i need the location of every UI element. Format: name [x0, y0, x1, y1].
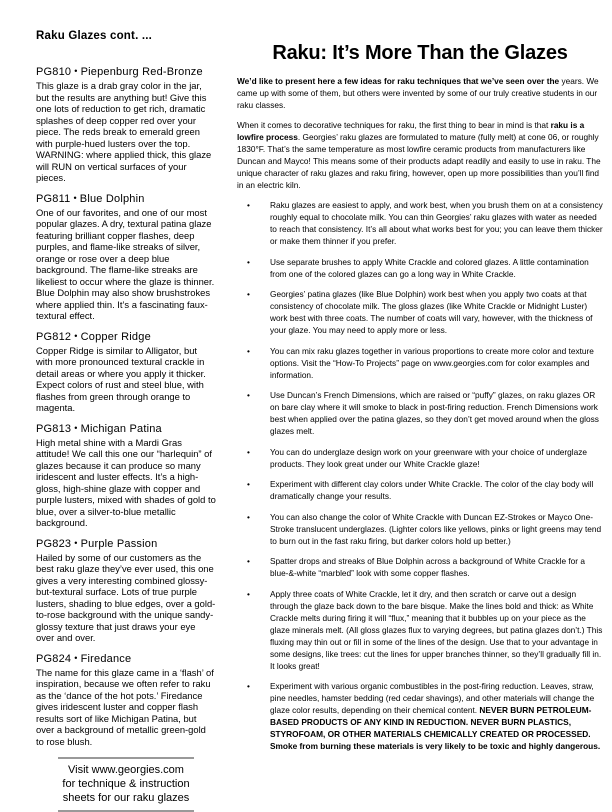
- left-column: [36, 30, 216, 812]
- glaze-description: Hailed by some of our customers as the best raku glaze they’ve ever used, this one gives a very interesting combined glossy-but-textural surface. Lots of true purple lusters, shading to blue edges, over a gold-to-rose background with the unique sandy-glossy texture that just draws your eye over and over.: [36, 551, 216, 643]
- glaze-description: The name for this glaze came in a ‘flash’ of inspiration, because we often refer to raku as the ‘dance of the hot pots.’ Firedance gives iridescent luster and copper flash results sort of like Michigan Patina, but over a background of metallic green-gold to rose blush.: [36, 666, 214, 747]
- glaze-sections: [36, 65, 216, 747]
- intro-paragraph: [237, 75, 603, 111]
- tip-item: [247, 588, 603, 672]
- bullet-marker: •: [247, 446, 250, 457]
- bullet-marker: •: [247, 556, 250, 566]
- text-segment: Experiment with different clay colors under White Crackle. The color of the clay body will dramatically change your results.: [270, 479, 594, 501]
- intro-paragraph: [237, 119, 603, 191]
- tip-item: [247, 345, 603, 381]
- glaze-name: Copper Ridge: [80, 330, 151, 343]
- glaze-section-heading: [36, 652, 216, 666]
- text-segment: We’d like to present here a few ideas for raku techniques that we’ve seen over the: [237, 76, 562, 86]
- text-segment: Georgies’ patina glazes (like Blue Dolphin) work best when you apply two coats at that consistency of chocolate milk. The gloss glazes (like White Crackle or Midnight Luster) work best with three coats. The number of coats will vary, however, with the thickness of your glaze. You may need to apply more or less.: [270, 289, 593, 335]
- tip-item: [247, 680, 603, 752]
- bullet-marker: •: [247, 681, 250, 691]
- glaze-name: Michigan Patina: [80, 422, 162, 435]
- glaze-code: PG811: [36, 192, 71, 205]
- glaze-section: [36, 192, 216, 322]
- glaze-code: PG810: [36, 66, 72, 78]
- separator-dot: •: [74, 66, 78, 76]
- glaze-section-heading: [36, 537, 216, 551]
- glaze-code: PG813: [36, 422, 72, 435]
- bullet-marker: •: [247, 345, 250, 356]
- text-segment: Experiment with various organic combustibles in the post-firing reduction. Leaves, straw, pine needles, hamster bedding (red cedar shavings), and other materials will change the glaze color results, depending on their chemical content.: [270, 681, 595, 715]
- glaze-name: Blue Dolphin: [79, 192, 145, 205]
- separator-dot: •: [74, 537, 78, 548]
- text-segment: Use separate brushes to apply White Crackle and colored glazes. A little contamination from one of the colored glazes can go a long way in White Crackle.: [270, 256, 589, 279]
- footer-note: [58, 757, 194, 812]
- tip-item: [247, 555, 603, 579]
- bullet-marker: •: [247, 200, 250, 210]
- glaze-section-heading: [36, 330, 216, 344]
- text-segment: Apply three coats of White Crackle, let it dry, and then scratch or carve out a design through the glaze back down to the bare bisque. Make the lines bold and thick: as White Crackle melts during firing it will “flux,” meaning that it bubbles up on your piece as the glaze minerals melt. (All gloss glazes flux to varying degrees, but patina glazes don’t.) This fluxing may thin out or fill in some of the lines of the design. Use that to your advantage in some designs, like trees: cut the lines for upper branches thinner, so they’ll gradually fill in. It looks great!: [270, 588, 603, 671]
- bullet-marker: •: [247, 390, 250, 400]
- glaze-name: Piepenburg Red-Bronze: [80, 66, 203, 78]
- text-segment: years. We came up with some of them, but others were invented by some of our truly creative students in our raku classes.: [237, 76, 599, 110]
- glaze-section-heading: [36, 422, 216, 436]
- tip-item: [247, 478, 603, 502]
- bullet-marker: •: [247, 479, 250, 489]
- tip-item: [247, 256, 603, 280]
- glaze-section-heading: [36, 65, 216, 79]
- text-segment: You can mix raku glazes together in various proportions to create more color and texture options. Visit the “How-To Projects” page on www.georgies.com for color examples and information.: [270, 345, 594, 380]
- separator-dot: •: [74, 330, 78, 341]
- text-segment: raku is a lowfire process: [237, 120, 585, 142]
- left-column-heading: Raku Glazes cont. ...: [36, 30, 153, 42]
- footer-line: sheets for our raku glazes: [62, 792, 190, 804]
- text-segment: When it comes to decorative techniques for raku, the first thing to bear in mind is that: [237, 120, 551, 130]
- tips-list: [237, 199, 603, 752]
- footer-line: Visit www.georgies.com: [68, 764, 184, 776]
- text-segment: Use Duncan’s French Dimensions, which are raised or “puffy” glazes, on raku glazes OR on bare clay where it will smoke to black in post-firing reduction. French Dimensions work best when applied over the patina glazes, so they don’t get moved around when the gloss glazes melt.: [270, 390, 599, 436]
- glaze-code: PG824: [36, 652, 72, 665]
- glaze-code: PG812: [36, 330, 72, 343]
- glaze-description: This glaze is a drab gray color in the jar, but the results are anything but! Give this one lots of reduction to get rich, dramatic splashes of deep copper red over your piece. The reds break to emerald green with purple-hued lusters over the top. WARNING: where applied thick, this glaze will RUN on vertical surfaces of your pieces.: [36, 80, 212, 183]
- tip-item: [247, 446, 603, 470]
- text-segment: NEVER BURN PETROLEUM-BASED PRODUCTS OF ANY KIND IN REDUCTION. NEVER BURN PLASTICS, STYROFOAM, OR OTHER MATERIALS CHEMICALLY CREATED OR PROCESSED. Smoke from burning these materials is very likely to be toxic and highly dangerous.: [270, 705, 601, 751]
- text-segment: You can also change the color of White Crackle with Duncan EZ-Strokes or Mayco One-Stroke translucent underglazes. (Lighter colors like yellows, pinks or light greens may tend to burn out in the fast raku firing, but darker colors hold up better.): [270, 511, 602, 546]
- separator-dot: •: [73, 192, 77, 203]
- glaze-section: [36, 652, 216, 748]
- page-title: Raku: It’s More Than the Glazes: [272, 42, 568, 64]
- text-segment: You can do underglaze design work on your greenware with your choice of underglaze products. They look great under our White Crackle glaze!: [270, 446, 588, 469]
- tip-item: [247, 389, 603, 437]
- footer-line: for technique & instruction: [62, 778, 190, 790]
- glaze-name: Firedance: [80, 652, 132, 665]
- tip-item: [247, 199, 603, 247]
- glaze-description: One of our favorites, and one of our most popular glazes. A dry, textural patina glaze featuring brilliant copper flashes, deep purples, and flame-like streaks of silver, orange or rose over a deep blue background. The flame-like streaks are likeliest to occur where the glaze is thinner. Blue Dolphin may also show brushstrokes where applied thin. It’s a fascinating faux-textural effect.: [36, 206, 215, 321]
- bullet-marker: •: [247, 289, 250, 299]
- text-segment: . Georgies’ raku glazes are formulated to mature (fully melt) at cone 06, or roughly 1830°F. That’s the same temperature as most lowfire ceramic products from manufacturers like Duncan and Mayco! This means some of their products adapt readily and easily to use in raku. The unique character of raku glazes and raku firing, however, open up more possibilities than you’ll find in an electric kiln.: [237, 132, 601, 190]
- right-column: [237, 42, 603, 761]
- glaze-section-heading: [36, 192, 216, 206]
- glaze-code: PG823: [36, 537, 72, 550]
- glaze-description: High metal shine with a Mardi Gras attitude! We call this one our “harlequin” of glazes because it can produce so many iridescent and luster effects. It’s a high-gloss, high-shine glaze with copper and purple lusters, mixed with shades of gold to blue, over a silver-to-blue metallic background.: [36, 436, 216, 528]
- glaze-section: [36, 330, 216, 414]
- separator-dot: •: [74, 422, 78, 433]
- bullet-marker: •: [247, 588, 250, 599]
- glaze-description: Copper Ridge is similar to Alligator, but with more pronounced textural crackle in detail areas or where you apply it thicker. Expect colors of rust and steel blue, with flashes from green through orange to magenta.: [36, 344, 206, 413]
- bullet-marker: •: [247, 511, 250, 522]
- text-segment: Raku glazes are easiest to apply, and work best, when you brush them on at a consistency roughly equal to chocolate milk. You can thin Georgies’ raku glazes with water as needed to reach that consistency. It’s all about what works best for you; you can leave them thicker or make them thinner if you prefer.: [270, 200, 603, 246]
- glaze-section: [36, 422, 216, 529]
- glaze-section: [36, 537, 216, 644]
- glaze-name: Purple Passion: [80, 537, 158, 550]
- tip-item: [247, 511, 603, 547]
- intro-paragraphs: [237, 75, 603, 191]
- separator-dot: •: [74, 652, 78, 663]
- bullet-marker: •: [247, 256, 250, 267]
- glaze-section: [36, 65, 216, 184]
- tip-item: [247, 288, 603, 336]
- text-segment: Spatter drops and streaks of Blue Dolphin across a background of White Crackle for a blue-&-white “marbled” look with some copper flashes.: [270, 556, 585, 578]
